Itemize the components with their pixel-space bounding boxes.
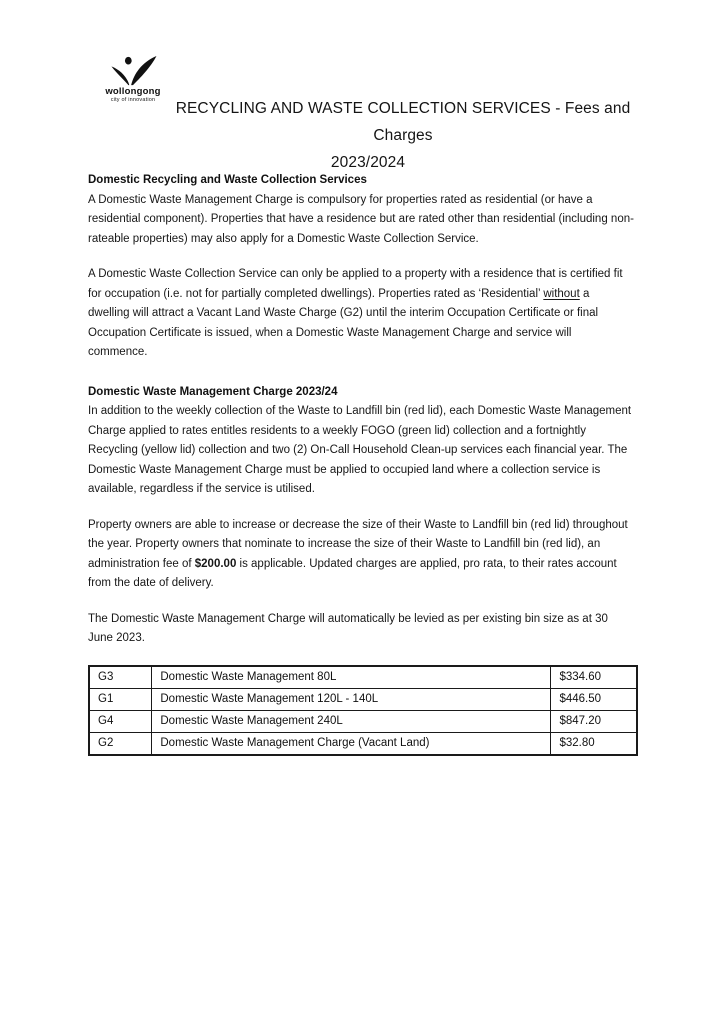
underlined-word-without: without: [543, 287, 580, 300]
fee-code: G4: [89, 710, 152, 732]
fee-price: $847.20: [551, 710, 637, 732]
section2-paragraph-3: The Domestic Waste Management Charge will automatically be levied as per existing bin size as at 30 June 2023.: [88, 612, 608, 644]
table-row: [89, 710, 637, 732]
section2-paragraph-1: In addition to the weekly collection of the Waste to Landfill bin (red lid), each Domestic Waste Management Charge applied to rates entitles residents to a weekly FOGO (green lid) collection and a fortnightly Recycling (yellow lid) collection and two (2) On-Call Household Clean-up services each financial year. The Domestic Waste Management Charge must be applied to occupied land where a collection service is available, regardless if the service is utilised.: [88, 405, 632, 495]
section1-paragraph-2-before: A Domestic Waste Collection Service can only be applied to a property with a residence that is certified fit for occupation (i.e. not for partially completed dwellings). Properties rated as ‘Residential’: [88, 268, 623, 300]
fee-price: $334.60: [551, 666, 637, 689]
table-row: [89, 688, 637, 710]
section1-paragraph-2-after: a dwelling will attract a Vacant Land Waste Charge (G2) until the interim Occupation Certificate or final Occupation Certificate is issued, when a Domestic Waste Management Charge and service will commence.: [88, 287, 599, 358]
fee-description: Domestic Waste Management Charge (Vacant Land): [152, 732, 551, 755]
document-title: [88, 95, 648, 176]
fee-price: $446.50: [551, 688, 637, 710]
fee-description: Domestic Waste Management 80L: [152, 666, 551, 689]
fee-description: Domestic Waste Management 240L: [152, 710, 551, 732]
section1-heading: Domestic Recycling and Waste Collection Services: [88, 174, 367, 186]
fee-code: G3: [89, 666, 152, 689]
section2-heading: Domestic Waste Management Charge 2023/24: [88, 385, 338, 398]
document-title-line1: RECYCLING AND WASTE COLLECTION SERVICES - Fees and Charges: [175, 100, 631, 144]
bold-fee-amount: $200.00: [194, 557, 237, 570]
fee-code: G2: [89, 732, 152, 755]
fee-code: G1: [89, 688, 152, 710]
section1-paragraph-1: A Domestic Waste Management Charge is compulsory for properties rated as residential (or have a residential component). Properties that have a residence but are rated other than residential (including non-rateable properties) may also apply for a Domestic Waste Collection Service.: [88, 193, 634, 245]
fee-price: $32.80: [551, 732, 637, 755]
table-row: [89, 732, 637, 755]
section2-paragraph-2: [88, 516, 634, 594]
document-title-line2: 2023/2024: [330, 154, 406, 171]
fees-table: [88, 665, 638, 756]
section2-paragraph-2-before: Property owners are able to increase or decrease the size of their Waste to Landfill bin (red lid) throughout the year. Property owners that nominate to increase the size of their Waste to Landfill bin (red lid), an administration fee of: [88, 518, 628, 570]
fee-description: Domestic Waste Management 120L - 140L: [152, 688, 551, 710]
section2-paragraph-2-after: is applicable. Updated charges are applied, pro rata, to their rates account from the date of delivery.: [88, 557, 617, 589]
table-row: [89, 666, 637, 689]
wollongong-logo-icon: [103, 56, 163, 86]
document-body: [88, 171, 634, 756]
logo-wordmark: wollongong: [105, 86, 161, 97]
logo-tagline: city of innovation: [110, 96, 156, 103]
section1-paragraph-2: [88, 265, 634, 363]
